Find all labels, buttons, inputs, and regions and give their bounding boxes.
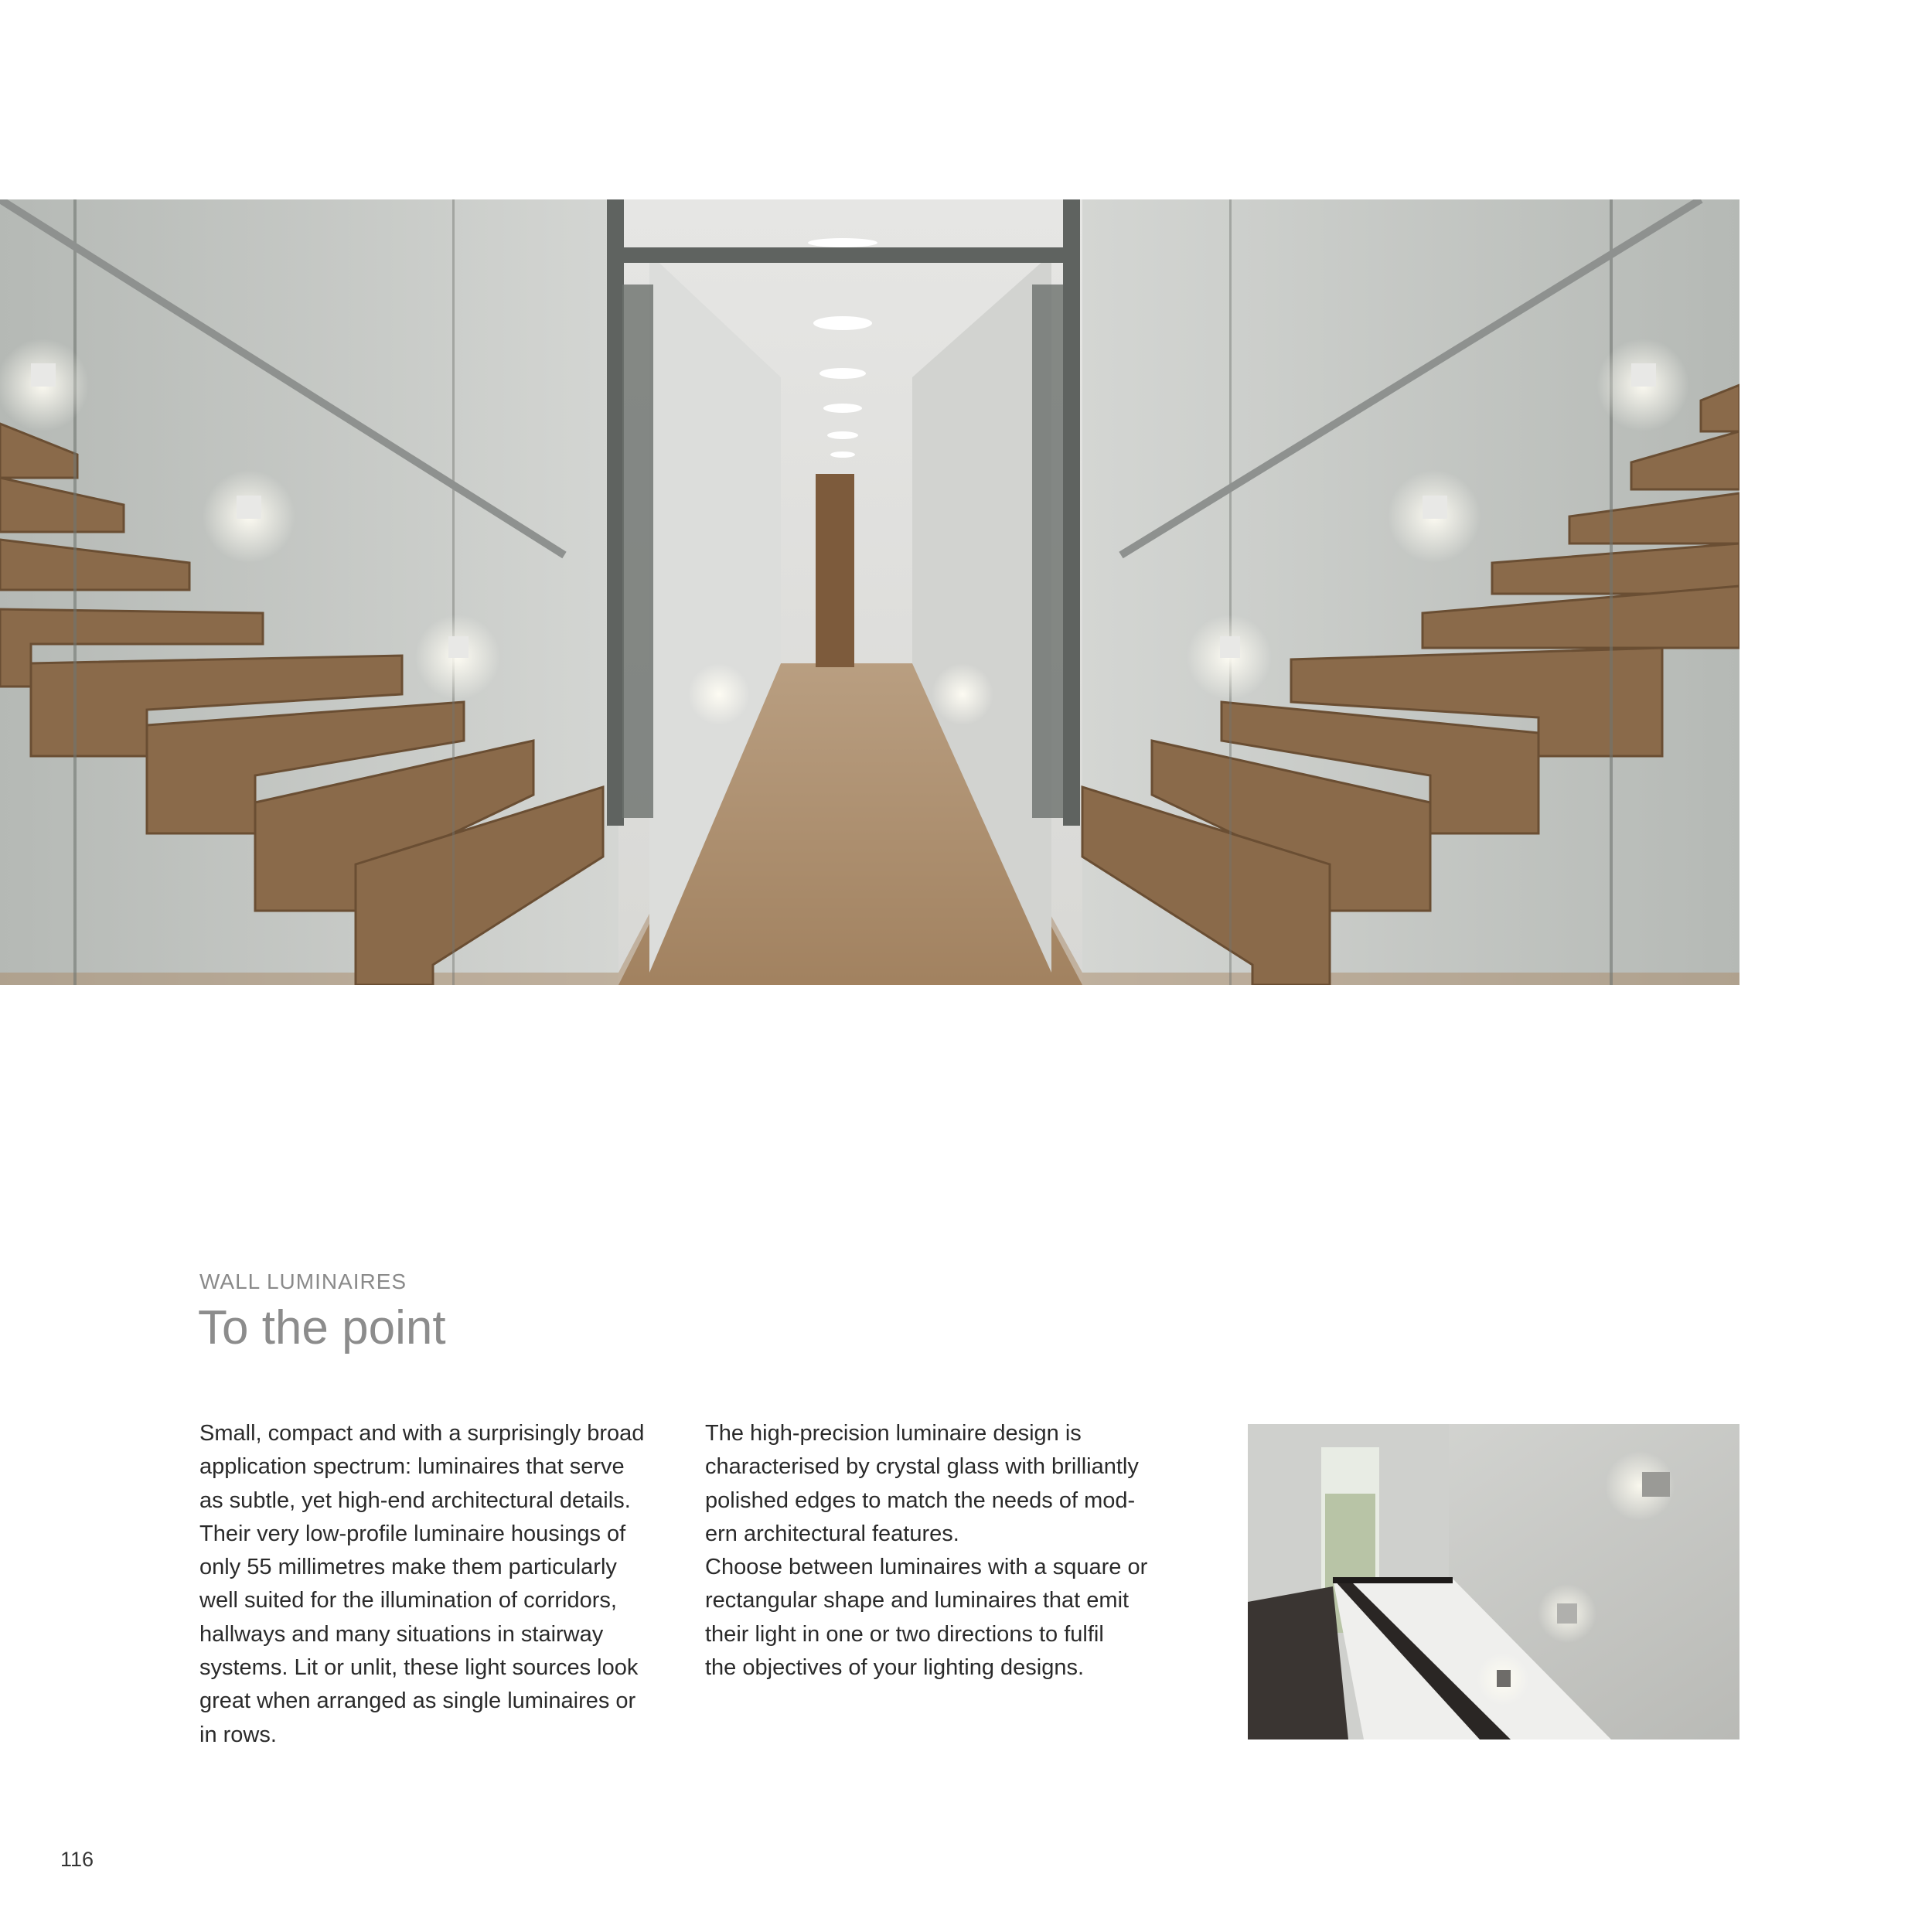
hero-photo <box>0 199 1739 985</box>
body-paragraph-right: The high-precision luminaire design is characterised by crystal glass with brilliantly polished edges to match the needs of mod- ern architectural features. Choose between luminaires with a square or rectangular shape and luminaires that emit their light in one or two directions to fulfil the objectives of your lighting designs. <box>705 1421 1148 1681</box>
thumbnail-photo <box>1248 1424 1739 1739</box>
section-label: WALL LUMINAIRES <box>199 1269 407 1293</box>
page-number: 116 <box>60 1848 94 1871</box>
body-paragraph-left: Small, compact and with a surprisingly broad application spectrum: luminaires that serve as subtle, yet high-end architectural details. Their very low-profile luminaire housings of only 55 millimetres make them particularly well suited for the illumination of corridors, hallways and many situations in stairway systems. Lit or unlit, these light sources look great when arranged as single luminaires or in rows. <box>199 1421 645 1747</box>
page-title: To the point <box>198 1301 446 1354</box>
